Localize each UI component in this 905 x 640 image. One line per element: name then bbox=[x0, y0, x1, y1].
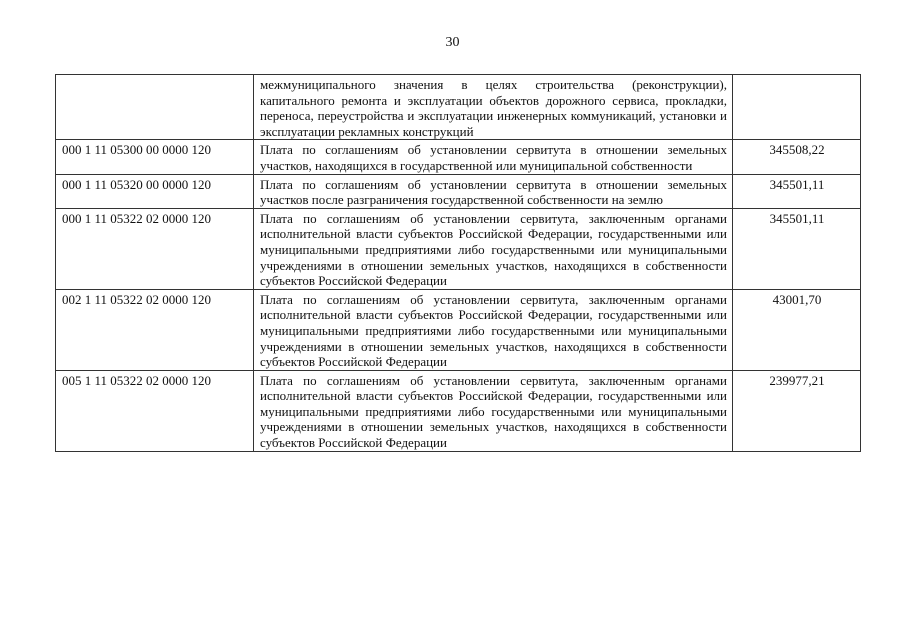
budget-code-cell: 005 1 11 05322 02 0000 120 bbox=[56, 370, 254, 451]
amount-cell: 239977,21 bbox=[733, 370, 861, 451]
revenue-name-cell: Плата по соглашениям об установлении сервитута, заключенным органами исполнительной власти субъектов Российской Федерации, государственными или муниципальными предприятиями либо государственными или муниципальными учреждениями в отношении земельных участков, находящихся в собственности субъектов Российской Федерации bbox=[254, 370, 733, 451]
budget-code-cell: 000 1 11 05320 00 0000 120 bbox=[56, 174, 254, 208]
table-row bbox=[56, 289, 861, 370]
revenue-name-cell: Плата по соглашениям об установлении сервитута в отношении земельных участков после разграничения государственной собственности на землю bbox=[254, 174, 733, 208]
amount-cell: 345508,22 bbox=[733, 140, 861, 174]
table-row bbox=[56, 140, 861, 174]
amount-cell: 345501,11 bbox=[733, 174, 861, 208]
revenue-name-cell: Плата по соглашениям об установлении сервитута, заключенным органами исполнительной власти субъектов Российской Федерации, государственными или муниципальными предприятиями либо государственными или муниципальными учреждениями в отношении земельных участков, находящихся в собственности субъектов Российской Федерации bbox=[254, 289, 733, 370]
amount-cell bbox=[733, 75, 861, 140]
table-row bbox=[56, 75, 861, 140]
page-number: 30 bbox=[445, 35, 460, 50]
revenue-name-cell: Плата по соглашениям об установлении сервитута в отношении земельных участков, находящихся в государственной или муниципальной собственности bbox=[254, 140, 733, 174]
revenue-name-cell: межмуниципального значения в целях строительства (реконструкции), капитального ремонта и эксплуатации объектов дорожного сервиса, прокладки, переноса, переустройства и эксплуатации инженерных коммуникаций, установки и эксплуатации рекламных конструкций bbox=[254, 75, 733, 140]
amount-cell: 43001,70 bbox=[733, 289, 861, 370]
amount-cell: 345501,11 bbox=[733, 208, 861, 289]
table-row bbox=[56, 208, 861, 289]
table-row bbox=[56, 370, 861, 451]
budget-code-cell: 002 1 11 05322 02 0000 120 bbox=[56, 289, 254, 370]
budget-code-cell bbox=[56, 75, 254, 140]
revenue-table bbox=[55, 74, 861, 452]
table-row bbox=[56, 174, 861, 208]
budget-code-cell: 000 1 11 05322 02 0000 120 bbox=[56, 208, 254, 289]
revenue-name-cell: Плата по соглашениям об установлении сервитута, заключенным органами исполнительной власти субъектов Российской Федерации, государственными или муниципальными предприятиями либо государственными или муниципальными учреждениями в отношении земельных участков, находящихся в собственности субъектов Российской Федерации bbox=[254, 208, 733, 289]
budget-code-cell: 000 1 11 05300 00 0000 120 bbox=[56, 140, 254, 174]
